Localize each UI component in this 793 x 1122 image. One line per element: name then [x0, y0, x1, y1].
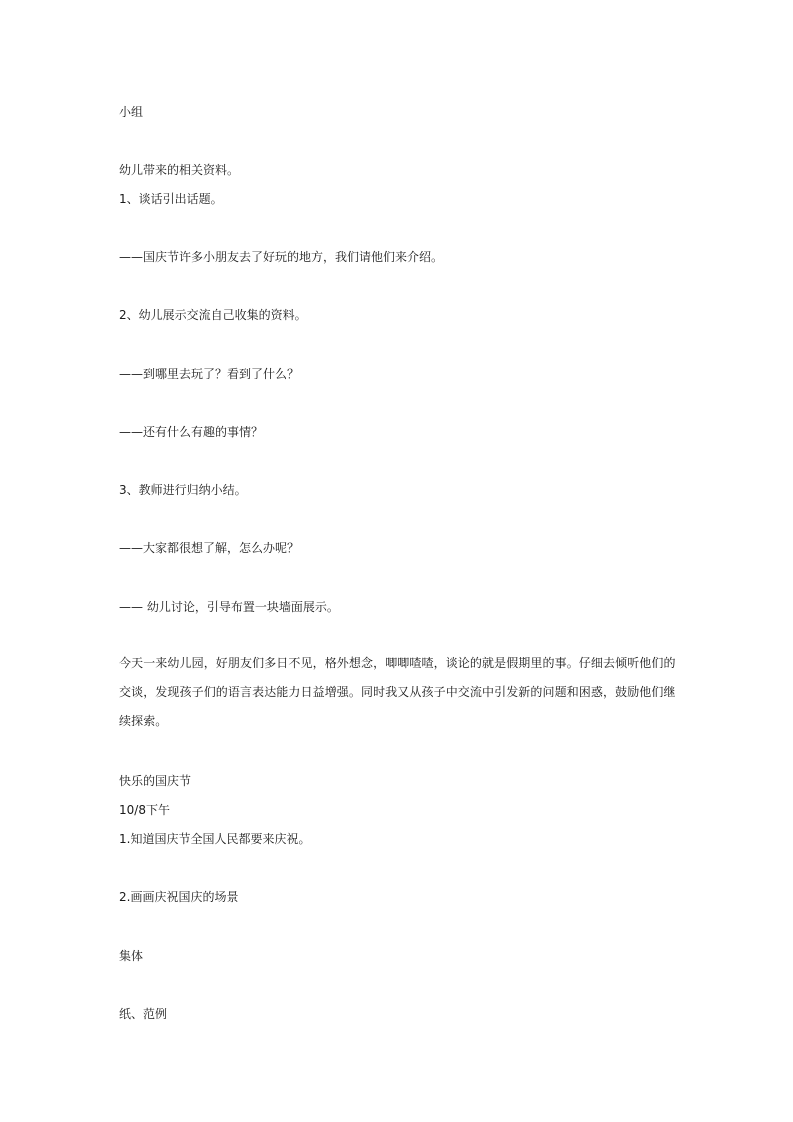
step-2-line: 2、幼儿展示交流自己收集的资料。 [119, 308, 307, 322]
group-label: 小组 [119, 105, 144, 119]
materials-list-line: 纸、范例 [119, 1007, 168, 1021]
dialogue-line-1: ——国庆节许多小朋友去了好玩的地方，我们请他们来介绍。 [119, 250, 444, 264]
goal-1-line: 1.知道国庆节全国人民都要来庆祝。 [119, 832, 311, 846]
dialogue-line-3: ——还有什么有趣的事情？ [119, 425, 264, 439]
lesson-time: 10/8下午 [119, 803, 170, 817]
dialogue-line-4: ——大家都很想了解，怎么办呢？ [119, 541, 300, 555]
materials-line: 幼儿带来的相关资料。 [119, 163, 240, 177]
goal-2-line: 2.画画庆祝国庆的场景 [119, 890, 239, 904]
lesson-title: 快乐的国庆节 [119, 774, 192, 788]
step-1-line: 1、谈话引出话题。 [119, 192, 223, 206]
group-type-line: 集体 [119, 949, 144, 963]
step-3-line: 3、教师进行归纳小结。 [119, 483, 247, 497]
reflection-paragraph: 今天一来幼儿园，好朋友们多日不见，格外想念，唧唧喳喳，谈论的就是假期里的事。仔细去倾听他们的交谈，发现孩子们的语言表达能力日益增强。同时我又从孩子中交流中引发新的问题和困惑，鼓励他们继续探索。 [119, 656, 676, 728]
dialogue-line-2: ——到哪里去玩了？看到了什么？ [119, 367, 300, 381]
dialogue-line-5: —— 幼儿讨论，引导布置一块墙面展示。 [119, 600, 339, 614]
